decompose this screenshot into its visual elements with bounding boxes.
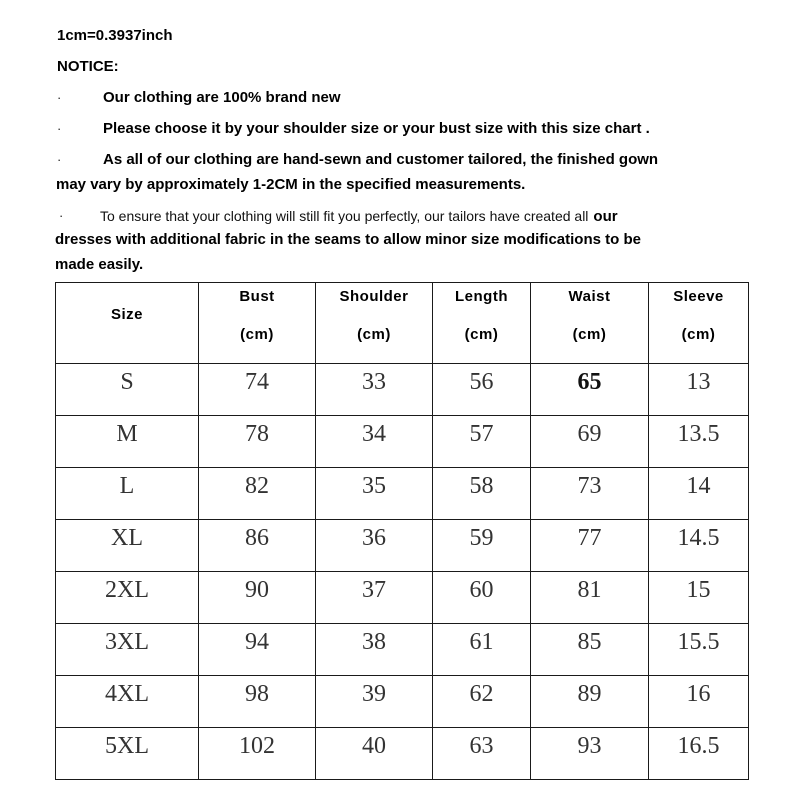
column-header-unit: (cm) [357, 326, 391, 343]
waist-cell: 73 [531, 468, 649, 520]
column-header-shoulder [316, 283, 433, 364]
bust-cell: 102 [199, 728, 316, 780]
table-row [56, 572, 749, 624]
length-cell: 63 [433, 728, 531, 780]
waist-cell: 69 [531, 416, 649, 468]
column-header-unit: (cm) [464, 326, 499, 343]
notice-item-hand-sewn-continuation: may vary by approximately 1-2CM in the specified measurements. [56, 176, 526, 193]
shoulder-cell: 40 [316, 728, 433, 780]
size-cell: S [56, 364, 199, 416]
sleeve-cell: 15.5 [649, 624, 749, 676]
bust-cell: 90 [199, 572, 316, 624]
shoulder-cell: 37 [316, 572, 433, 624]
size-cell: 3XL [56, 624, 199, 676]
column-header-label: Bust [239, 288, 275, 305]
sleeve-cell: 16 [649, 676, 749, 728]
notice-item-extra-fabric-lead: To ensure that your clothing will still fit you perfectly, our tailors have created all [100, 208, 589, 224]
size-cell: XL [56, 520, 199, 572]
size-cell: 2XL [56, 572, 199, 624]
column-header-label: Shoulder [339, 288, 409, 305]
bullet-point: · [57, 152, 62, 167]
bullet-point: · [59, 208, 64, 223]
shoulder-cell: 35 [316, 468, 433, 520]
length-cell: 58 [433, 468, 531, 520]
notice-item-brand-new: Our clothing are 100% brand new [103, 89, 341, 106]
length-cell: 59 [433, 520, 531, 572]
waist-cell: 93 [531, 728, 649, 780]
bust-cell: 86 [199, 520, 316, 572]
notice-item-extra-fabric-emphasis: our [593, 208, 618, 225]
table-row [56, 624, 749, 676]
size-cell: 5XL [56, 728, 199, 780]
column-header-label: Sleeve [673, 288, 724, 305]
sleeve-cell: 16.5 [649, 728, 749, 780]
waist-cell: 89 [531, 676, 649, 728]
length-cell: 60 [433, 572, 531, 624]
shoulder-cell: 39 [316, 676, 433, 728]
size-chart-table [55, 282, 749, 780]
bust-cell: 78 [199, 416, 316, 468]
waist-cell: 65 [531, 364, 649, 416]
column-header-unit: (cm) [240, 326, 274, 343]
table-row [56, 364, 749, 416]
table-header [56, 283, 749, 364]
bullet-point: · [57, 121, 62, 136]
shoulder-cell: 36 [316, 520, 433, 572]
column-header-unit: (cm) [572, 326, 607, 343]
column-header-sleeve [649, 283, 749, 364]
notice-heading: NOTICE: [57, 58, 119, 75]
notice-item-choose-size: Please choose it by your shoulder size or your bust size with this size chart . [103, 120, 650, 137]
length-cell: 56 [433, 364, 531, 416]
table-row [56, 676, 749, 728]
table-row [56, 520, 749, 572]
size-cell: M [56, 416, 199, 468]
length-cell: 57 [433, 416, 531, 468]
notice-item-extra-fabric-continuation: dresses with additional fabric in the seams to allow minor size modifications to be [55, 231, 641, 248]
column-header-unit: (cm) [681, 326, 716, 343]
table-row [56, 416, 749, 468]
bust-cell: 74 [199, 364, 316, 416]
bust-cell: 94 [199, 624, 316, 676]
shoulder-cell: 33 [316, 364, 433, 416]
column-header-label: Waist [568, 288, 611, 305]
sleeve-cell: 13.5 [649, 416, 749, 468]
column-header-length [433, 283, 531, 364]
column-header-label: Size [110, 306, 143, 323]
waist-cell: 77 [531, 520, 649, 572]
notice-item-extra-fabric-continuation-2: made easily. [55, 256, 144, 273]
waist-cell: 81 [531, 572, 649, 624]
table-row [56, 728, 749, 780]
column-header-waist [531, 283, 649, 364]
bust-cell: 82 [199, 468, 316, 520]
sleeve-cell: 14 [649, 468, 749, 520]
table-row [56, 468, 749, 520]
unit-conversion-note: 1cm=0.3937inch [57, 27, 173, 44]
sleeve-cell: 15 [649, 572, 749, 624]
shoulder-cell: 34 [316, 416, 433, 468]
sleeve-cell: 14.5 [649, 520, 749, 572]
notice-item-hand-sewn: As all of our clothing are hand-sewn and customer tailored, the finished gown [103, 151, 659, 168]
waist-cell: 85 [531, 624, 649, 676]
column-header-size [56, 283, 199, 364]
table-body [56, 364, 749, 780]
sleeve-cell: 13 [649, 364, 749, 416]
length-cell: 62 [433, 676, 531, 728]
bullet-point: · [57, 90, 62, 105]
size-cell: L [56, 468, 199, 520]
column-header-bust [199, 283, 316, 364]
shoulder-cell: 38 [316, 624, 433, 676]
size-cell: 4XL [56, 676, 199, 728]
notice-item-extra-fabric [100, 207, 618, 226]
bust-cell: 98 [199, 676, 316, 728]
column-header-label: Length [455, 288, 508, 305]
size-table-header-row [56, 283, 749, 364]
length-cell: 61 [433, 624, 531, 676]
